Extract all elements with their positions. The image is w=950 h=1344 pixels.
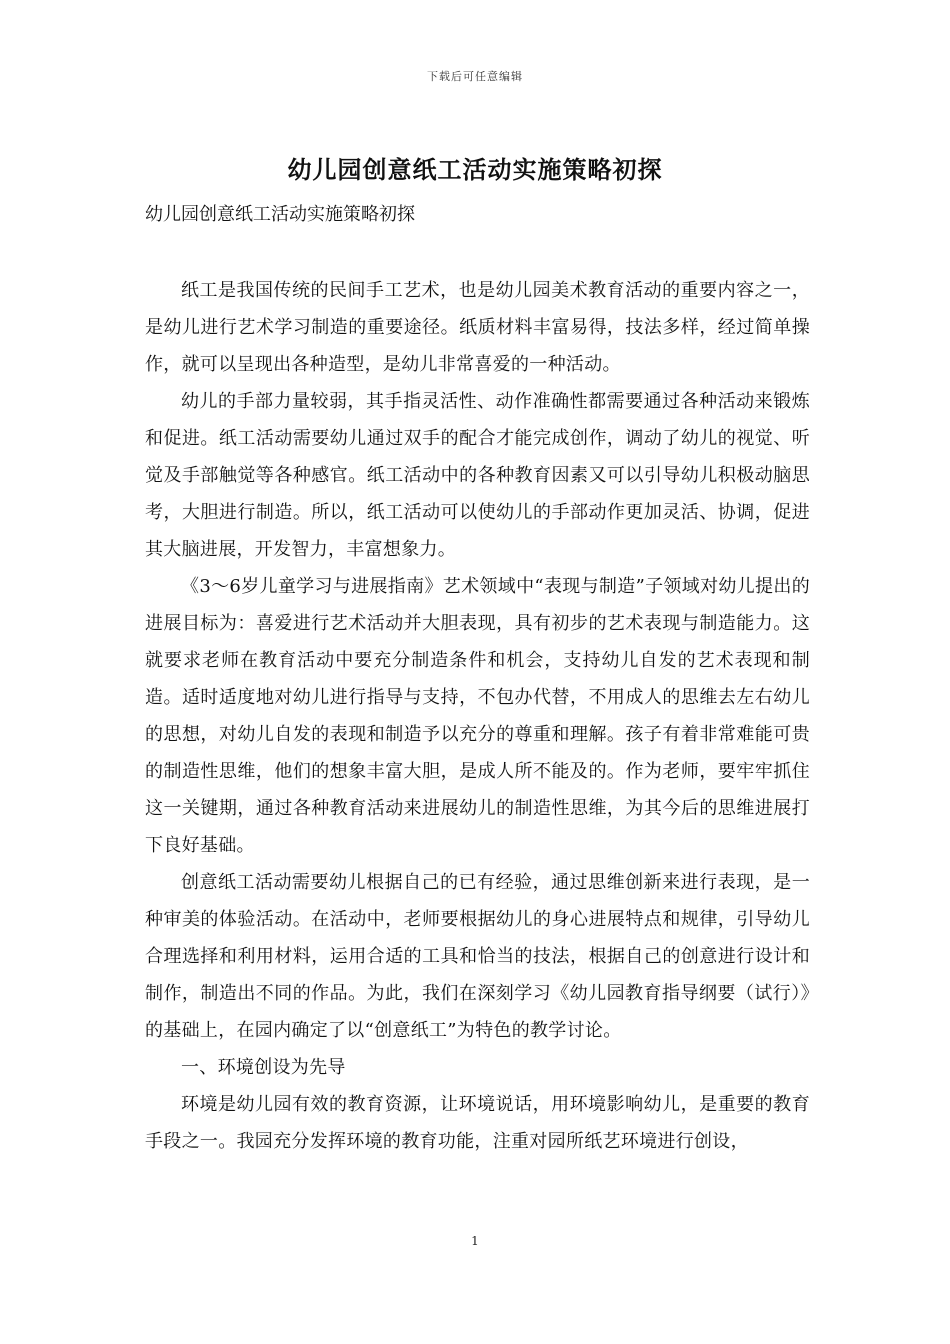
paragraph: 幼儿的手部力量较弱，其手指灵活性、动作准确性都需要通过各种活动来锻炼和促进。纸工活动需要幼儿通过双手的配合才能完成创作，调动了幼儿的视觉、听觉及手部触觉等各种感官。纸工活动中的各种教育因素又可以引导幼儿积极动脑思考，大胆进行制造。所以，纸工活动可以使幼儿的手部动作更加灵活、协调，促进其大脑进展，开发智力，丰富想象力。 — [145, 391, 810, 560]
section-heading: 一、环境创设为先导 — [181, 1057, 346, 1078]
paragraph: 纸工是我国传统的民间手工艺术，也是幼儿园美术教育活动的重要内容之一，是幼儿进行艺术学习制造的重要途径。纸质材料丰富易得，技法多样，经过简单操作，就可以呈现出各种造型，是幼儿非常喜爱的一种活动。 — [145, 280, 810, 375]
document-subtitle: 幼儿园创意纸工活动实施策略初探 — [145, 204, 415, 225]
page-number: 1 — [471, 1234, 479, 1248]
document-body — [145, 272, 810, 1160]
paragraph: 创意纸工活动需要幼儿根据自己的已有经验，通过思维创新来进行表现，是一种审美的体验活动。在活动中，老师要根据幼儿的身心进展特点和规律，引导幼儿合理选择和利用材料，运用合适的工具和恰当的技法，根据自己的创意进行设计和制作，制造出不同的作品。为此，我们在深刻学习《幼儿园教育指导纲要（试行）》的基础上，在园内确定了以“创意纸工”为特色的教学讨论。 — [145, 872, 810, 1041]
document-title: 幼儿园创意纸工活动实施策略初探 — [287, 155, 663, 184]
paragraph: 环境是幼儿园有效的教育资源，让环境说话，用环境影响幼儿，是重要的教育手段之一。我园充分发挥环境的教育功能，注重对园所纸艺环境进行创设， — [145, 1094, 810, 1152]
header-note: 下载后可任意编辑 — [427, 70, 523, 83]
paragraph: 《3～6岁儿童学习与进展指南》艺术领域中“表现与制造”子领域对幼儿提出的进展目标为：喜爱进行艺术活动并大胆表现，具有初步的艺术表现与制造能力。这就要求老师在教育活动中要充分制造条件和机会，支持幼儿自发的艺术表现和制造。适时适度地对幼儿进行指导与支持，不包办代替，不用成人的思维去左右幼儿的思想，对幼儿自发的表现和制造予以充分的尊重和理解。孩子有着非常难能可贵的制造性思维，他们的想象丰富大胆，是成人所不能及的。作为老师，要牢牢抓住这一关键期，通过各种教育活动来进展幼儿的制造性思维，为其今后的思维进展打下良好基础。 — [145, 576, 810, 856]
